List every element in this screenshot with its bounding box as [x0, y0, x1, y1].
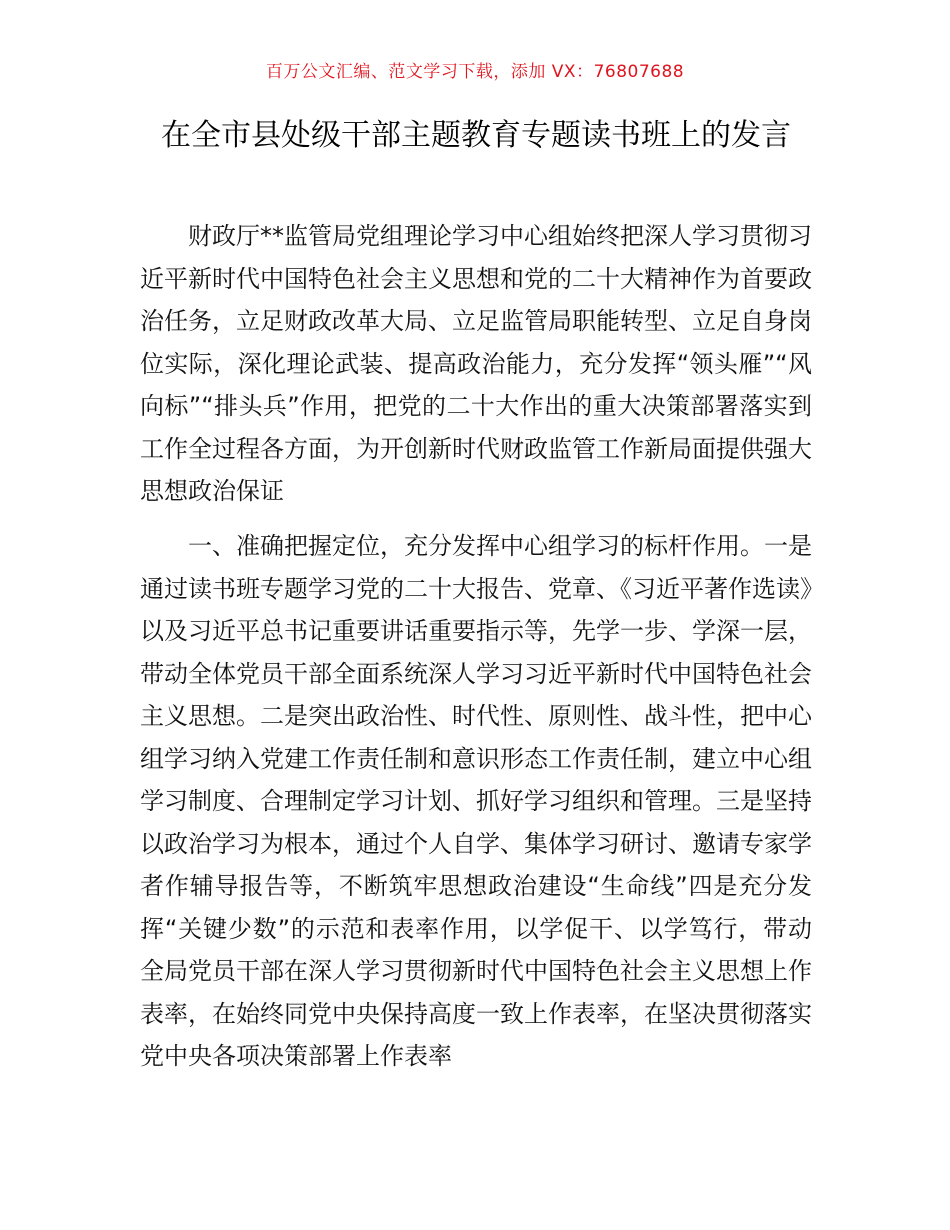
- paragraph-section-one: 一、准确把握定位，充分发挥中心组学习的标杆作用。一是通过读书班专题学习党的二十大报告、党章、《习近平著作选读》以及习近平总书记重要讲话重要指示等，先学一步、学深一层，带动全体党员干部全面系统深人学习习近平新时代中国特色社会主义思想。二是突出政治性、时代性、原则性、战斗性，把中心组学习纳入党建工作责任制和意识形态工作责任制，建立中心组学习制度、合理制定学习计划、抓好学习组织和管理。三是坚持以政治学习为根本，通过个人自学、集体学习研讨、邀请专家学者作辅导报告等，不断筑牢思想政治建设“生命线”四是充分发挥“关键少数”的示范和表率作用，以学促干、以学笃行，带动全局党员干部在深人学习贯彻新时代中国特色社会主义思想上作表率，在始终同党中央保持高度一致上作表率，在坚决贯彻落实党中央各项决策部署上作表率: [140, 532, 812, 1070]
- document-title: 在全市县处级干部主题教育专题读书班上的发言: [161, 118, 791, 153]
- header-watermark: 百万公文汇编、范文学习下载，添加 VX：76807688: [265, 62, 685, 82]
- paragraph-intro: 财政厅**监管局党组理论学习中心组始终把深人学习贯彻习近平新时代中国特色社会主义思想和党的二十大精神作为首要政治任务，立足财政改革大局、立足监管局职能转型、立足自身岗位实际，深化理论武装、提高政治能力，充分发挥“领头雁”“风向标”“排头兵”作用，把党的二十大作出的重大决策部署落实到工作全过程各方面，为开创新时代财政监管工作新局面提供强大思想政治保证: [140, 222, 812, 505]
